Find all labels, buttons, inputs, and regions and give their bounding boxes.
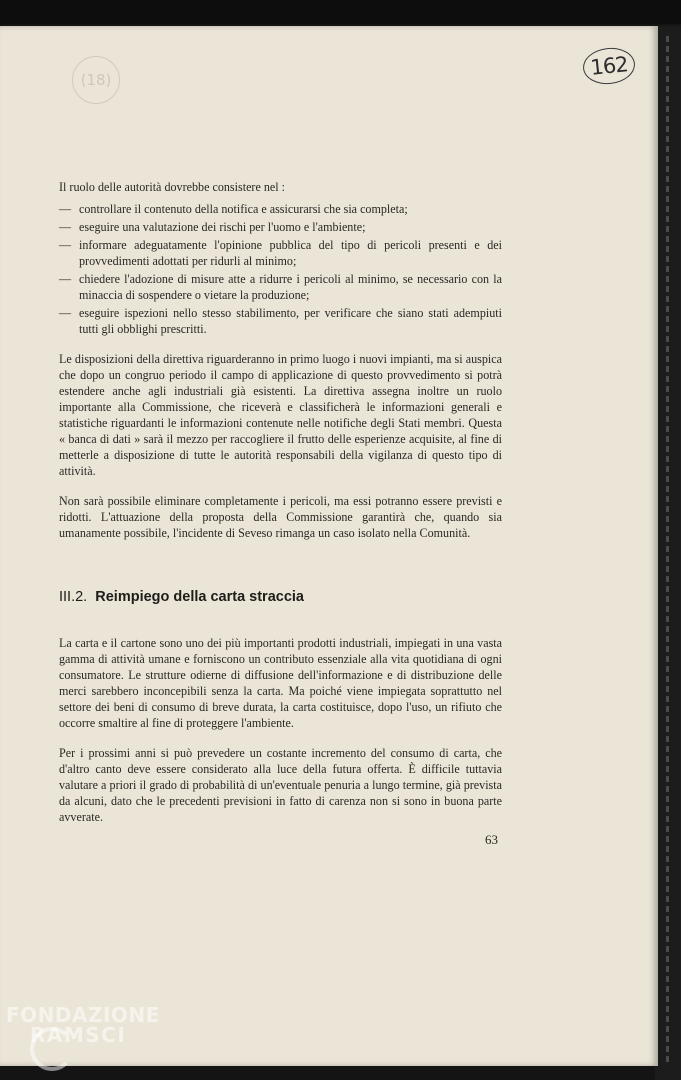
page-number: 63 <box>485 832 498 847</box>
list-item <box>59 237 502 269</box>
dash-marker: — <box>59 306 72 320</box>
scan-border-top <box>0 0 681 24</box>
watermark-line-2: RAMSCI <box>30 1023 127 1047</box>
list-item <box>59 219 502 235</box>
list-item-text: eseguire una valutazione dei rischi per l'uomo e l'ambiente; <box>79 220 366 234</box>
watermark-g-logo-icon <box>30 1027 74 1071</box>
dash-marker: — <box>59 202 72 216</box>
section-number: III.2. <box>59 589 88 605</box>
list-item <box>59 201 502 217</box>
fondazione-gramsci-watermark <box>6 1005 160 1045</box>
section-title: Reimpiego della carta straccia <box>95 589 304 605</box>
intro-sentence: Il ruolo delle autorità dovrebbe consistere nel : <box>59 180 286 194</box>
paragraph-paper-industry: La carta e il cartone sono uno dei più importanti prodotti industriali, impiegati in una vasta gamma di attività umane e forniscono un contributo essenziale alla vita quotidiana di ogni consumatore. Le strutture odierne di diffusione dell'informazione e di distribuzione delle merci sarebbero inconcepibili senza la carta. Ma poiché viene impiegata soprattutto nel settore dei beni di consumo di breve durata, la carta costituisce, dopo l'uso, un rifiuto che occorre smaltire al fine di proteggere l'ambiente. <box>59 636 502 730</box>
binder-stitching <box>666 36 669 1066</box>
watermark-line-1: FONDAZIONE <box>6 1003 160 1027</box>
list-item <box>59 305 502 337</box>
list-item-text: chiedere l'adozione di misure atte a ridurre i pericoli al minimo, se necessario con la minaccia di sospendere o vietare la produzione; <box>79 272 502 302</box>
faint-archive-stamp: (18) <box>72 56 120 104</box>
list-item-text: eseguire ispezioni nello stesso stabilimento, per verificare che siano stati adempiuti tutti gli obblighi prescritti. <box>79 306 502 336</box>
document-page <box>0 26 658 1066</box>
authority-duties-list <box>59 201 502 337</box>
paragraph-directive: Le disposizioni della direttiva riguarderanno in primo luogo i nuovi impianti, ma si auspica che dopo un congruo periodo il campo di applicazione di questo provvedimento si potrà estendere anche agli industriali già esistenti. La direttiva assegna inoltre un ruolo importante alla Commissione, che riceverà e classificherà le informazioni generali e statistiche riguardanti le informazioni contenute nelle notifiche degli Stati membri. Questa « banca di dati » sarà il mezzo per raccogliere il frutto delle esperienze acquisite, al fine di metterle a disposizione di tutte le autorità responsabili della vigilanza di questo tipo di attività. <box>59 352 502 478</box>
folio-number-stamp: 162 <box>581 45 636 86</box>
list-item <box>59 271 502 303</box>
page-body <box>59 179 502 825</box>
binder-edge <box>655 26 681 1080</box>
paragraph-paper-consumption: Per i prossimi anni si può prevedere un costante incremento del consumo di carta, che d'altro canto deve essere considerato alla luce della futura offerta. È difficile tuttavia valutare a priori il grado di probabilità di un'eventuale penuria a lungo termine, già prevista da alcuni, dato che le precedenti previsioni in fatto di carenza non si sono in buona parte avverate. <box>59 746 502 824</box>
section-heading <box>59 589 502 605</box>
list-item-text: informare adeguatamente l'opinione pubblica del tipo di pericoli presenti e dei provvedimenti adottati per ridurli al minimo; <box>79 238 502 268</box>
dash-marker: — <box>59 272 72 286</box>
dash-marker: — <box>59 220 72 234</box>
dash-marker: — <box>59 238 72 252</box>
list-item-text: controllare il contenuto della notifica e assicurarsi che sia completa; <box>79 202 408 216</box>
paragraph-seveso: Non sarà possibile eliminare completamente i pericoli, ma essi potranno essere previsti e ridotti. L'attuazione della proposta della Commissione garantirà che, quando sia umanamente possibile, l'incidente di Seveso rimanga un caso isolato nella Comunità. <box>59 494 502 540</box>
